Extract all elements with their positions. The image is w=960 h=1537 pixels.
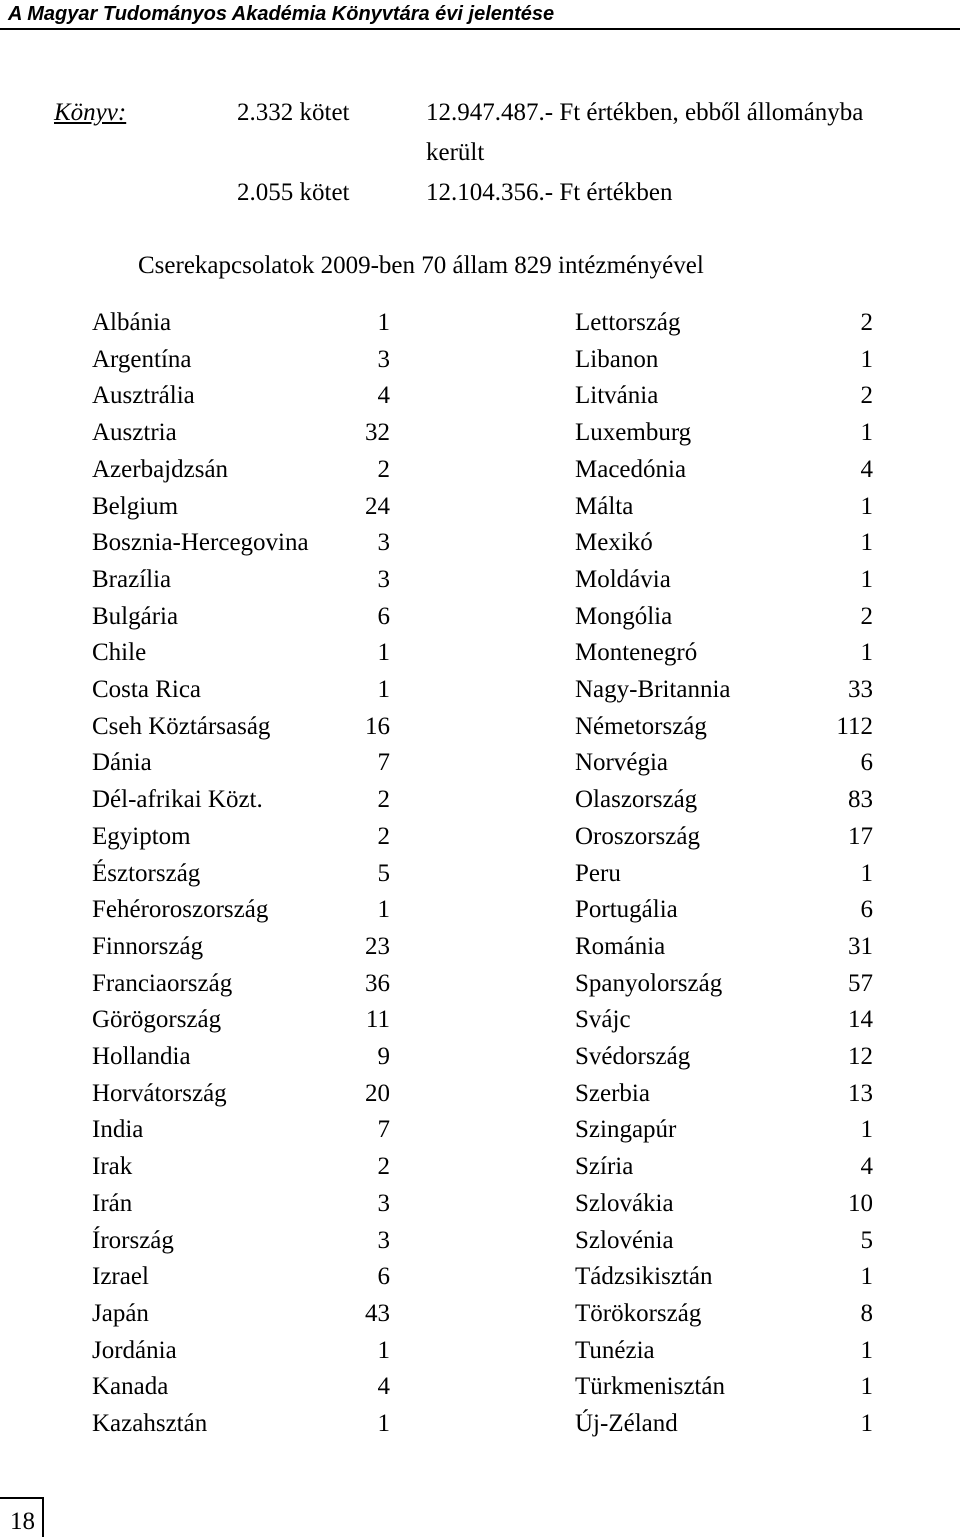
left-country-count: 3 <box>377 529 390 556</box>
right-country-count: 57 <box>848 970 873 997</box>
left-country-count: 20 <box>365 1080 390 1107</box>
left-country-count: 5 <box>377 860 390 887</box>
left-country-count: 36 <box>365 970 390 997</box>
right-country-name: Spanyolország <box>575 970 723 997</box>
right-country-name: Szerbia <box>575 1080 650 1107</box>
right-country-count: 4 <box>860 1153 873 1180</box>
left-country-count: 16 <box>365 713 390 740</box>
left-country-count: 3 <box>377 566 390 593</box>
left-country-count: 2 <box>377 456 390 483</box>
right-country-name: Lettország <box>575 309 681 336</box>
left-country-count: 6 <box>377 1263 390 1290</box>
left-country-name: Irak <box>92 1153 133 1180</box>
left-country-name: Írország <box>92 1227 174 1254</box>
right-country-count: 6 <box>860 749 873 776</box>
left-country-name: Bulgária <box>92 603 179 630</box>
left-country-count: 6 <box>377 603 390 630</box>
header-rule <box>0 28 960 30</box>
books-line1-count: 2.332 kötet <box>237 99 350 126</box>
left-country-name: Ausztria <box>92 419 177 446</box>
right-country-count: 14 <box>848 1006 873 1033</box>
right-country-count: 4 <box>860 456 873 483</box>
right-country-name: Litvánia <box>575 382 659 409</box>
left-country-count: 4 <box>377 1373 390 1400</box>
right-country-name: Nagy-Britannia <box>575 676 731 703</box>
left-country-name: Brazília <box>92 566 172 593</box>
right-country-name: Németország <box>575 713 707 740</box>
left-country-name: Dél-afrikai Közt. <box>92 786 263 813</box>
left-country-count: 1 <box>377 1337 390 1364</box>
right-country-name: Montenegró <box>575 639 698 666</box>
right-country-count: 2 <box>860 603 873 630</box>
right-country-name: Törökország <box>575 1300 702 1327</box>
right-country-name: Új-Zéland <box>575 1410 678 1437</box>
right-country-count: 1 <box>860 1337 873 1364</box>
left-country-name: Ausztrália <box>92 382 195 409</box>
right-country-name: Málta <box>575 493 634 520</box>
left-country-count: 7 <box>377 1116 390 1143</box>
right-country-name: Norvégia <box>575 749 669 776</box>
left-country-name: Albánia <box>92 309 172 336</box>
right-country-count: 1 <box>860 419 873 446</box>
right-country-name: Peru <box>575 860 621 887</box>
page-number: 18 <box>10 1508 35 1535</box>
right-country-name: Luxemburg <box>575 419 692 446</box>
left-country-name: Kanada <box>92 1373 169 1400</box>
left-country-name: Franciaország <box>92 970 233 997</box>
left-country-count: 2 <box>377 1153 390 1180</box>
left-country-count: 24 <box>365 493 390 520</box>
left-country-name: India <box>92 1116 144 1143</box>
right-country-name: Olaszország <box>575 786 698 813</box>
right-country-name: Szingapúr <box>575 1116 677 1143</box>
right-country-count: 10 <box>848 1190 873 1217</box>
right-country-count: 83 <box>848 786 873 813</box>
right-country-count: 1 <box>860 493 873 520</box>
left-country-count: 3 <box>377 346 390 373</box>
right-country-name: Mongólia <box>575 603 673 630</box>
left-country-name: Finnország <box>92 933 204 960</box>
left-country-name: Kazahsztán <box>92 1410 208 1437</box>
left-country-name: Fehéroroszország <box>92 896 269 923</box>
left-country-count: 1 <box>377 309 390 336</box>
left-country-count: 32 <box>365 419 390 446</box>
left-country-name: Észtország <box>92 860 201 887</box>
right-country-count: 1 <box>860 346 873 373</box>
right-country-count: 1 <box>860 529 873 556</box>
right-country-count: 6 <box>860 896 873 923</box>
left-country-name: Bosznia-Hercegovina <box>92 529 309 556</box>
left-country-count: 3 <box>377 1190 390 1217</box>
right-country-count: 2 <box>860 309 873 336</box>
books-line1-cont: került <box>426 139 485 166</box>
right-country-count: 1 <box>860 1410 873 1437</box>
right-country-count: 1 <box>860 639 873 666</box>
right-country-count: 8 <box>860 1300 873 1327</box>
right-country-name: Szíria <box>575 1153 634 1180</box>
right-country-count: 1 <box>860 1116 873 1143</box>
right-country-count: 1 <box>860 1263 873 1290</box>
right-country-name: Szlovákia <box>575 1190 674 1217</box>
right-country-name: Románia <box>575 933 666 960</box>
left-country-count: 7 <box>377 749 390 776</box>
right-country-name: Svájc <box>575 1006 631 1033</box>
left-country-count: 1 <box>377 1410 390 1437</box>
left-country-name: Horvátország <box>92 1080 227 1107</box>
left-country-name: Chile <box>92 639 147 666</box>
right-country-name: Svédország <box>575 1043 691 1070</box>
books-line2-count: 2.055 kötet <box>237 179 350 206</box>
right-country-count: 1 <box>860 1373 873 1400</box>
right-country-count: 1 <box>860 860 873 887</box>
right-country-count: 2 <box>860 382 873 409</box>
left-country-name: Egyiptom <box>92 823 191 850</box>
right-country-count: 31 <box>848 933 873 960</box>
left-country-name: Irán <box>92 1190 133 1217</box>
left-country-count: 23 <box>365 933 390 960</box>
right-country-count: 12 <box>848 1043 873 1070</box>
left-country-name: Belgium <box>92 493 179 520</box>
right-country-count: 1 <box>860 566 873 593</box>
left-country-name: Argentína <box>92 346 192 373</box>
left-country-name: Hollandia <box>92 1043 191 1070</box>
left-country-name: Görögország <box>92 1006 222 1033</box>
left-country-count: 1 <box>377 676 390 703</box>
right-country-name: Libanon <box>575 346 659 373</box>
right-country-count: 33 <box>848 676 873 703</box>
right-country-name: Macedónia <box>575 456 687 483</box>
left-country-count: 2 <box>377 823 390 850</box>
right-country-name: Tunézia <box>575 1337 655 1364</box>
right-country-count: 5 <box>860 1227 873 1254</box>
left-country-name: Cseh Köztársaság <box>92 713 271 740</box>
right-country-name: Oroszország <box>575 823 700 850</box>
running-header: A Magyar Tudományos Akadémia Könyvtára évi jelentése <box>8 3 555 25</box>
left-country-count: 1 <box>377 639 390 666</box>
left-country-count: 1 <box>377 896 390 923</box>
left-country-count: 2 <box>377 786 390 813</box>
left-country-name: Costa Rica <box>92 676 202 703</box>
left-country-name: Jordánia <box>92 1337 177 1364</box>
books-label: Könyv: <box>54 99 127 126</box>
exchange-heading: Cserekapcsolatok 2009-ben 70 állam 829 intézményével <box>138 252 704 279</box>
right-country-count: 112 <box>836 713 873 740</box>
left-country-name: Azerbajdzsán <box>92 456 229 483</box>
right-country-name: Tádzsikisztán <box>575 1263 713 1290</box>
left-country-name: Izrael <box>92 1263 149 1290</box>
books-line2-value: 12.104.356.- Ft értékben <box>426 179 673 206</box>
left-country-count: 4 <box>377 382 390 409</box>
left-country-count: 3 <box>377 1227 390 1254</box>
right-country-name: Mexikó <box>575 529 653 556</box>
left-country-count: 9 <box>377 1043 390 1070</box>
left-country-count: 43 <box>365 1300 390 1327</box>
left-country-name: Japán <box>92 1300 149 1327</box>
right-country-name: Portugália <box>575 896 678 923</box>
right-country-count: 17 <box>848 823 873 850</box>
right-country-name: Türkmenisztán <box>575 1373 725 1400</box>
right-country-name: Szlovénia <box>575 1227 674 1254</box>
right-country-name: Moldávia <box>575 566 671 593</box>
right-country-count: 13 <box>848 1080 873 1107</box>
books-line1-value: 12.947.487.- Ft értékben, ebből állományba <box>426 99 864 126</box>
left-country-count: 11 <box>365 1006 390 1033</box>
left-country-name: Dánia <box>92 749 152 776</box>
